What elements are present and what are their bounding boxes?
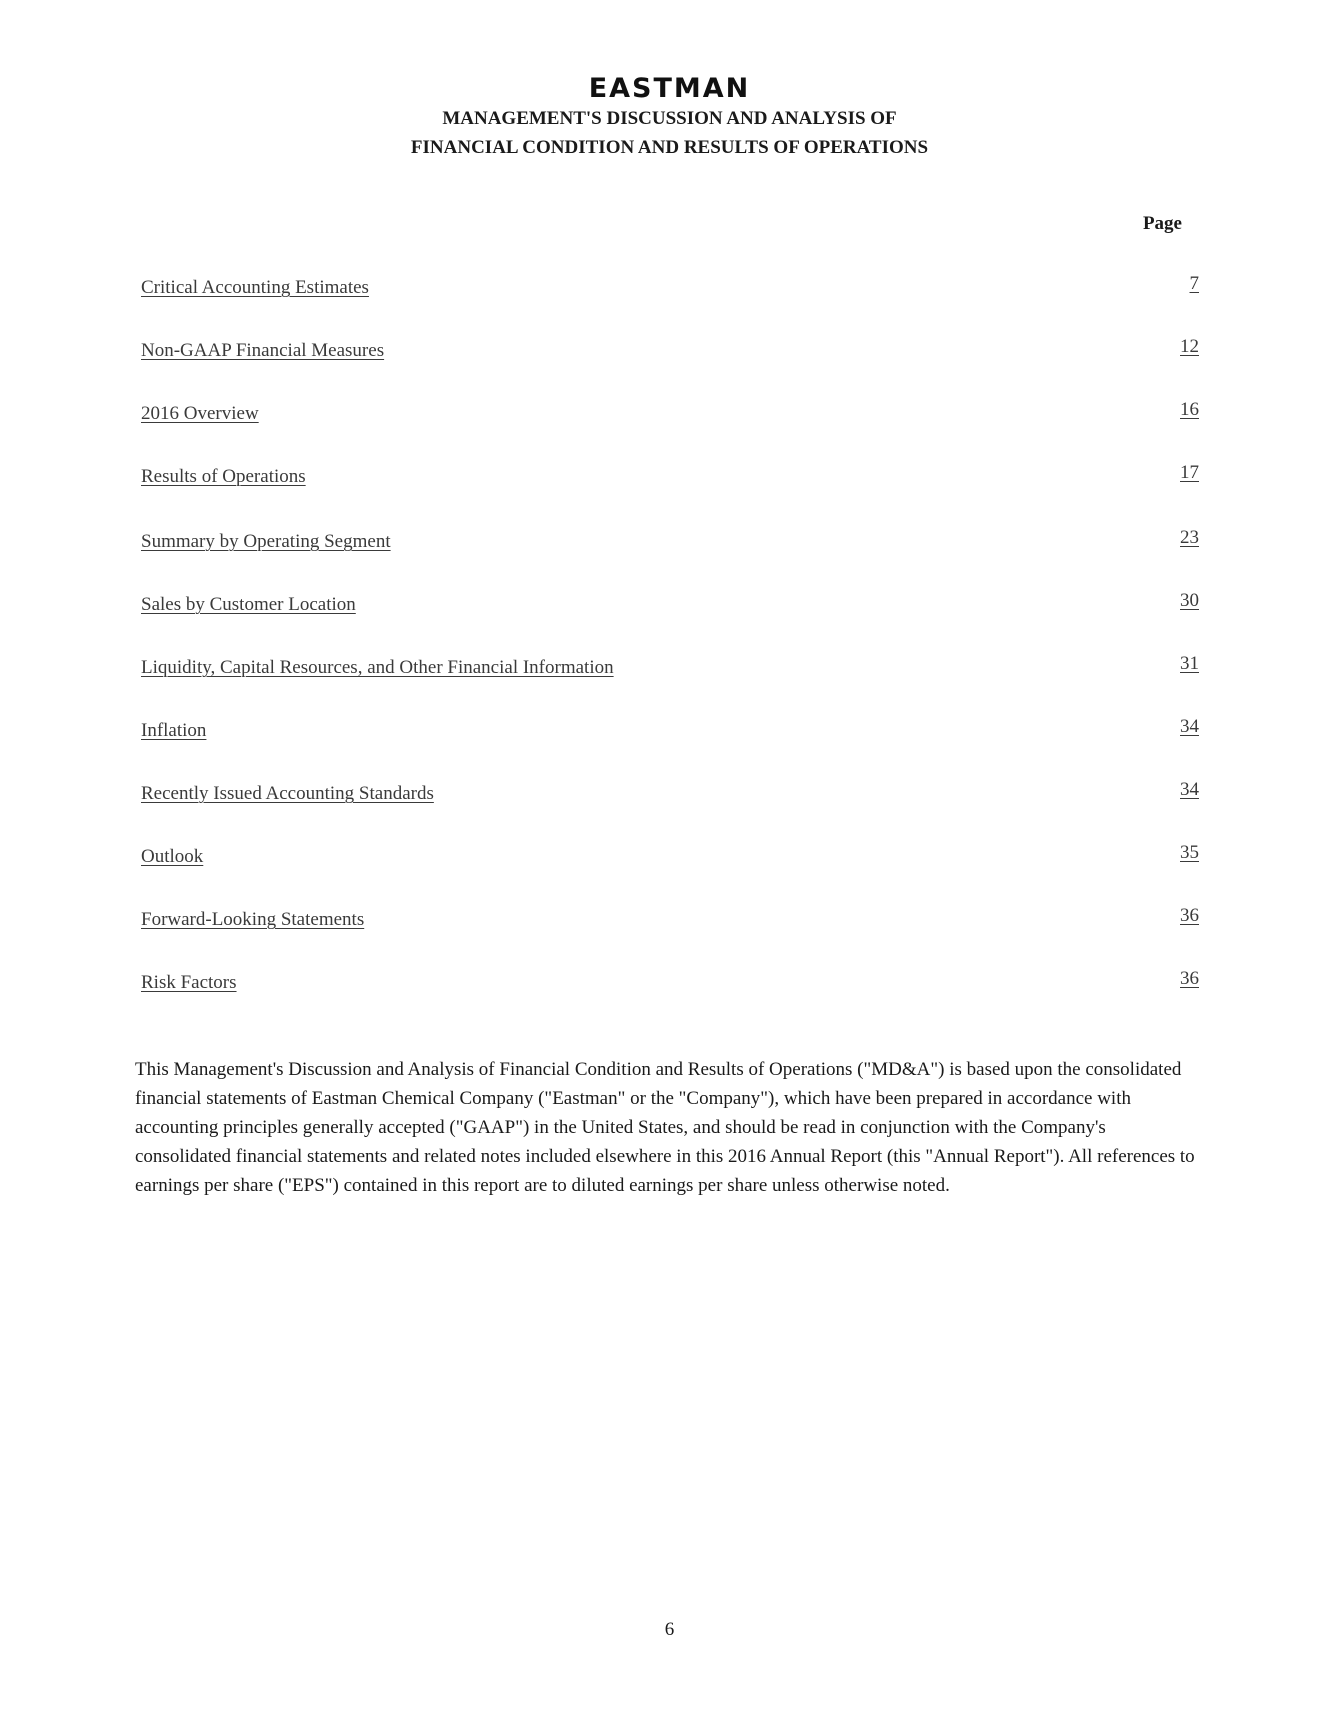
toc-row-critical-accounting-estimates bbox=[141, 272, 1199, 302]
document-title-line-1: MANAGEMENT'S DISCUSSION AND ANALYSIS OF bbox=[442, 108, 897, 129]
toc-page-link-recently-issued-accounting-standards[interactable]: 34 bbox=[1180, 779, 1199, 800]
document-title-line-2: FINANCIAL CONDITION AND RESULTS OF OPERATIONS bbox=[410, 137, 929, 158]
toc-row-sales-by-customer-location bbox=[141, 589, 1199, 619]
toc-page-link-liquidity-capital-resources[interactable]: 31 bbox=[1180, 653, 1199, 674]
toc-row-outlook bbox=[141, 841, 1199, 871]
toc-row-risk-factors bbox=[141, 967, 1199, 997]
toc-link-summary-by-operating-segment[interactable]: Summary by Operating Segment bbox=[141, 531, 391, 552]
eastman-logo: EASTMAN bbox=[588, 73, 751, 104]
toc-row-recently-issued-accounting-standards bbox=[141, 778, 1199, 808]
toc-page-link-risk-factors[interactable]: 36 bbox=[1180, 968, 1199, 989]
toc-page-link-results-of-operations[interactable]: 17 bbox=[1180, 462, 1199, 483]
toc-page-link-outlook[interactable]: 35 bbox=[1180, 842, 1199, 863]
page-number: 6 bbox=[664, 1619, 675, 1640]
toc-link-outlook[interactable]: Outlook bbox=[141, 846, 204, 867]
toc-link-2016-overview[interactable]: 2016 Overview bbox=[141, 403, 259, 424]
toc-page-column-header: Page bbox=[1142, 213, 1182, 234]
toc-link-non-gaap-financial-measures[interactable]: Non-GAAP Financial Measures bbox=[141, 340, 385, 361]
toc-link-sales-by-customer-location[interactable]: Sales by Customer Location bbox=[141, 594, 356, 615]
toc-page-link-critical-accounting-estimates[interactable]: 7 bbox=[1189, 273, 1199, 294]
toc-page-link-inflation[interactable]: 34 bbox=[1180, 716, 1199, 737]
toc-link-critical-accounting-estimates[interactable]: Critical Accounting Estimates bbox=[141, 277, 369, 298]
toc-row-non-gaap-financial-measures bbox=[141, 335, 1199, 365]
toc-link-recently-issued-accounting-standards[interactable]: Recently Issued Accounting Standards bbox=[141, 783, 434, 804]
toc-page-link-summary-by-operating-segment[interactable]: 23 bbox=[1180, 527, 1199, 548]
toc-page-link-non-gaap-financial-measures[interactable]: 12 bbox=[1180, 336, 1199, 357]
toc-link-inflation[interactable]: Inflation bbox=[141, 720, 207, 741]
toc-link-liquidity-capital-resources[interactable]: Liquidity, Capital Resources, and Other Financial Information bbox=[141, 657, 614, 678]
toc-row-results-of-operations bbox=[141, 461, 1199, 491]
toc-link-forward-looking-statements[interactable]: Forward-Looking Statements bbox=[141, 909, 365, 930]
toc-row-forward-looking-statements bbox=[141, 904, 1199, 934]
toc-row-2016-overview bbox=[141, 398, 1199, 428]
toc-link-risk-factors[interactable]: Risk Factors bbox=[141, 972, 237, 993]
toc-page-link-sales-by-customer-location[interactable]: 30 bbox=[1180, 590, 1199, 611]
toc-page-link-forward-looking-statements[interactable]: 36 bbox=[1180, 905, 1199, 926]
intro-paragraph: This Management's Discussion and Analysis of Financial Condition and Results of Operations ("MD&A") is based upon the consolidated financial statements of Eastman Chemical Company ("Eastman" or the "Company"), which have been prepared in accordance with accounting principles generally accepted ("GAAP") in the United States, and should be read in conjunction with the Company's consolidated financial statements and related notes included elsewhere in this 2016 Annual Report (this "Annual Report"). All references to earnings per share ("EPS") contained in this report are to diluted earnings per share unless otherwise noted. bbox=[135, 1059, 1195, 1196]
toc-page-link-2016-overview[interactable]: 16 bbox=[1180, 399, 1199, 420]
toc-row-liquidity-capital-resources bbox=[141, 652, 1199, 682]
toc-row-summary-by-operating-segment bbox=[141, 526, 1199, 556]
toc-link-results-of-operations[interactable]: Results of Operations bbox=[141, 466, 306, 487]
toc-row-inflation bbox=[141, 715, 1199, 745]
